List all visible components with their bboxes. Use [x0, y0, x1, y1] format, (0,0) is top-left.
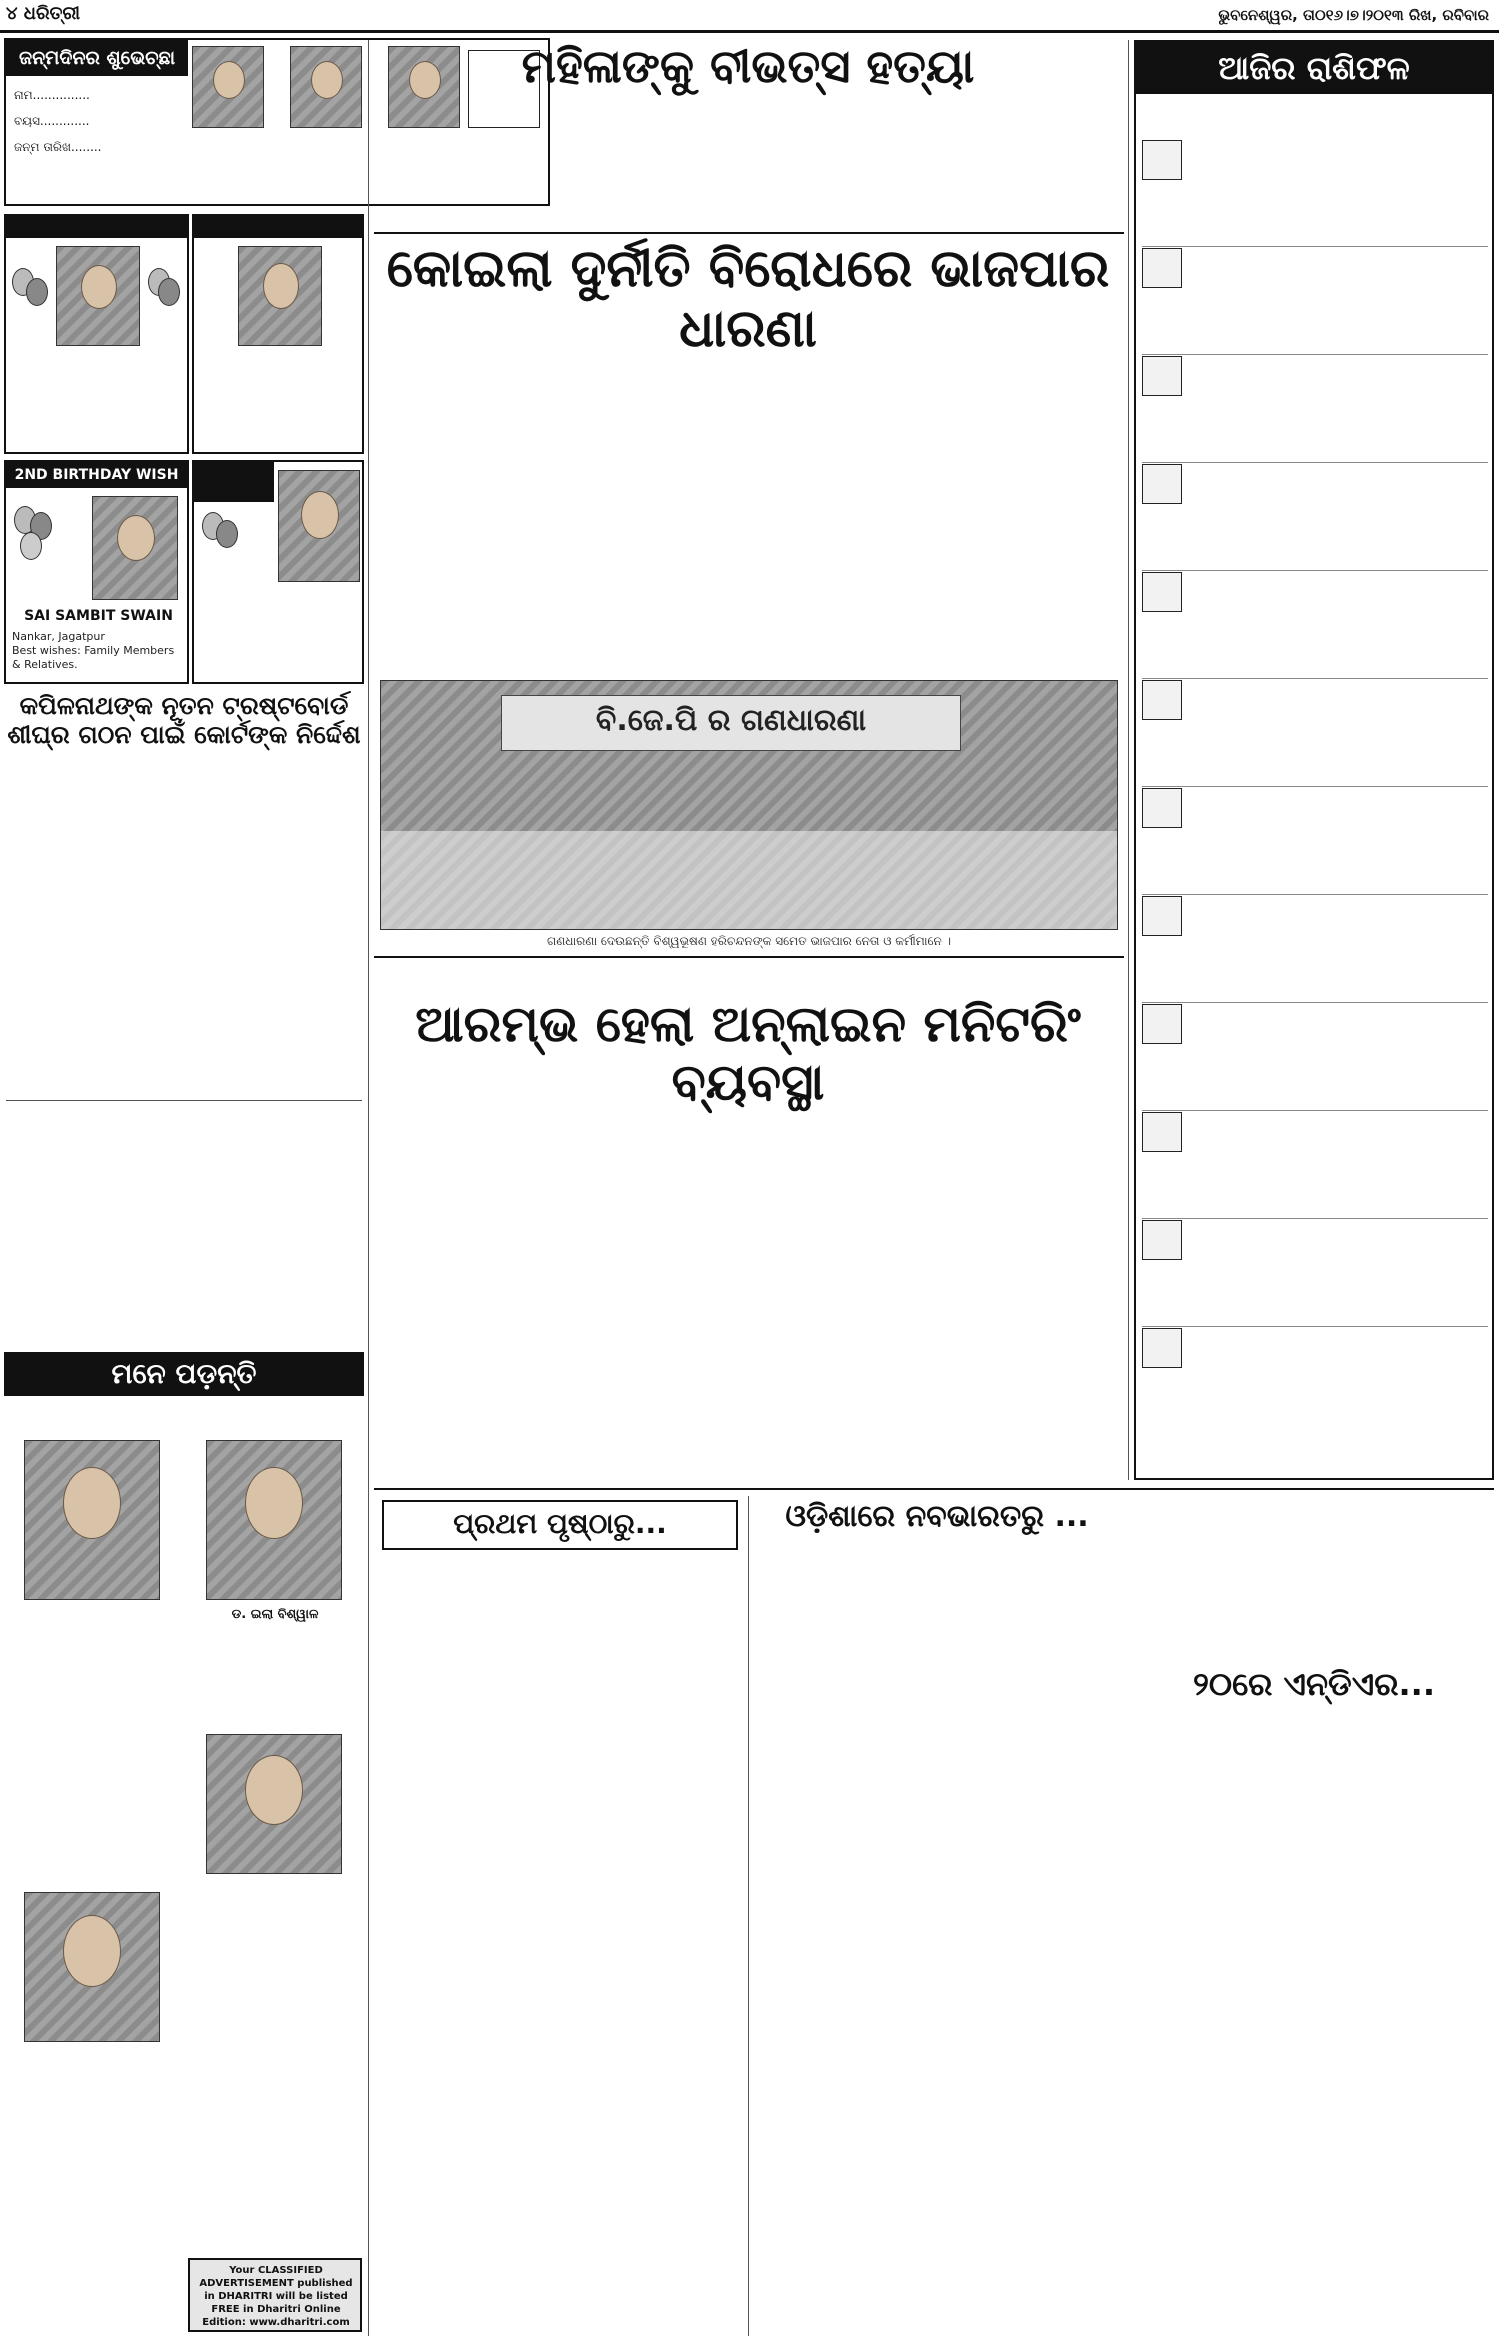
rashifal-list [1142, 140, 1488, 1440]
obituaries-title: ମନେ ପଡ଼ନ୍ତି [4, 1352, 364, 1396]
birthday-form-title: ଜନ୍ମଦିନର ଶୁଭେଚ୍ଛା [6, 40, 188, 76]
rashi-text [1188, 1238, 1488, 1322]
rashi-text [1188, 806, 1488, 890]
zodiac-sign-icon [1142, 1004, 1182, 1044]
birthday-wish [4, 214, 189, 454]
rashi-entry [1142, 356, 1488, 460]
zodiac-sign-icon [1142, 896, 1182, 936]
obituary-item [186, 1404, 364, 1704]
obituary-item [6, 1404, 180, 1864]
rashi-divider [1142, 786, 1488, 787]
front-page-continued-title: ପ୍ରଥମ ପୃଷ୍ଠାରୁ... [453, 1507, 667, 1540]
rashi-entry [1142, 140, 1488, 244]
monitoring-story-headline: ଆରମ୍ଭ ହେଲା ଅନ୍‌ଲାଇନ ମନିଟରିଂ ବ୍ୟବସ୍ଥା [415, 995, 1081, 1111]
obituary-text [186, 1630, 364, 1702]
rashi-divider [1142, 1326, 1488, 1327]
obituary-text [186, 1900, 364, 1940]
rashi-divider [1142, 354, 1488, 355]
rashi-text [1188, 482, 1488, 566]
rashi-entry [1142, 1004, 1488, 1108]
person-photo [278, 470, 360, 582]
page-label: ୪ ଧରିତ୍ରୀ [6, 3, 81, 24]
zodiac-sign-icon [1142, 1112, 1182, 1152]
rashi-divider [1142, 462, 1488, 463]
classified-ad [188, 2258, 362, 2332]
rashi-text [1188, 158, 1488, 242]
child-photo [56, 246, 140, 346]
classified-ad-text: Your CLASSIFIED ADVERTISEMENT published in DHARITRI will be listed FREE in Dharitri Online Edition: www.dharitri.com [199, 2265, 353, 2328]
birthday-wish-header [194, 216, 362, 238]
rashi-divider [1142, 1002, 1488, 1003]
rashi-text [1188, 1346, 1488, 1430]
coal-story-headline: କୋଇଲା ଦୁର୍ନୀତି ବିରୋଧରେ ଭାଜପାର ଧାରଣା [386, 239, 1110, 359]
dharna-photo-caption: ଗଣଧାରଣା ଦେଉଛନ୍ତି ବିଶ୍ୱଭୂଷଣ ହରିଚନ୍ଦନଙ୍କ ସମେତ ଭାଜପାର ନେତା ଓ କର୍ମୀମାନେ । [547, 934, 951, 948]
obituary-photo [206, 1440, 342, 1600]
monitoring-story-body-right [756, 1070, 1118, 1480]
rashi-text [1188, 698, 1488, 782]
child-photo [290, 46, 362, 128]
obituary-photo [206, 1734, 342, 1874]
rashi-text [1188, 1130, 1488, 1214]
birthday-wish [4, 460, 189, 684]
nda-story-body [1134, 1714, 1494, 2334]
zodiac-sign-icon [1142, 788, 1182, 828]
rashi-entry [1142, 1220, 1488, 1324]
rashi-divider [1142, 678, 1488, 679]
lead-story-headline: ମହିଳାଙ୍କୁ ବୀଭତ୍ସ ହତ୍ୟା [521, 39, 975, 93]
rashi-divider [1142, 570, 1488, 571]
obituary-photo [24, 1440, 160, 1600]
dharna-banner [501, 695, 961, 751]
birthday-wish-details [10, 376, 187, 452]
rashi-text [1188, 590, 1488, 674]
birthday-wish-header: 2ND BIRTHDAY WISH [6, 462, 187, 488]
temple-story-body [6, 764, 362, 1094]
coal-story-body [378, 314, 1118, 678]
rashi-entry [1142, 248, 1488, 352]
zodiac-sign-icon [1142, 140, 1182, 180]
dharna-banner-text: ବି.ଜେ.ପି ର ଗଣଧାରଣା [595, 703, 867, 738]
child-photo [192, 46, 264, 128]
rashi-entry [1142, 464, 1488, 568]
child-photo [92, 496, 178, 600]
rashi-text [1188, 1022, 1488, 1106]
zodiac-sign-icon [1142, 1328, 1182, 1368]
rashi-entry [1142, 572, 1488, 676]
birthday-wish-details [198, 376, 362, 452]
rashi-text [1188, 914, 1488, 998]
birthday-wish-details: Nankar, Jagatpur Best wishes: Family Members & Relatives. [12, 630, 175, 671]
rashi-text [1188, 374, 1488, 458]
front-page-continued-body [378, 1604, 742, 2334]
form-field-age: ବୟସ............. [14, 114, 90, 128]
rashi-text [1188, 266, 1488, 350]
obituary-item [186, 1712, 364, 1942]
rashi-entry [1142, 680, 1488, 784]
rashi-divider [1142, 1110, 1488, 1111]
obituary-text [6, 2070, 180, 2168]
birthday-wish [192, 214, 364, 454]
nda-story-body-top [1134, 1496, 1494, 1652]
lead-story-body [378, 100, 1118, 226]
form-field-dob: ଜନ୍ମ ତାରିଖ........ [14, 140, 102, 154]
zodiac-sign-icon [1142, 680, 1182, 720]
zodiac-sign-icon [1142, 248, 1182, 288]
navabharat-story-body [756, 1546, 1118, 2334]
zodiac-sign-icon [1142, 1220, 1182, 1260]
rashi-entry [1142, 1112, 1488, 1216]
birthday-wish-header [6, 216, 187, 238]
obituary-name: ଡ. ଇଲା ବିଶ୍ୱାଳ [231, 1607, 319, 1622]
dateline: ଭୁବନେଶ୍ୱର, ତା୦୧୬।୭।୨୦୧୩ ରିଖ, ରବିବାର [1218, 6, 1489, 24]
obituary-text [6, 1630, 180, 1862]
rashifal-panel [1134, 40, 1494, 1480]
rashi-entry [1142, 1328, 1488, 1432]
birthday-wish-header [194, 462, 274, 502]
rashi-entry [1142, 788, 1488, 892]
obituary-item [6, 1870, 180, 2170]
front-page-continued-box [382, 1500, 738, 1550]
birthday-wish-details [198, 612, 362, 682]
navabharat-story-headline: ଓଡ଼ିଶାରେ ନବଭାରତରୁ ... [785, 1499, 1089, 1534]
temple-story-headline: କପିଳନାଥଙ୍କ ନୂତନ ଟ୍ରଷ୍ଟବୋର୍ଡ ଶୀଘ୍ର ଗଠନ ପାଇଁ କୋର୍ଟଙ୍କ ନିର୍ଦ୍ଦେଶ [7, 691, 361, 749]
zodiac-sign-icon [1142, 572, 1182, 612]
rashi-divider [1142, 246, 1488, 247]
form-field-name: ନାମ............... [14, 88, 90, 102]
nda-story-headline: ୨୦ରେ ଏନ୍‌ଡିଏର... [1192, 1665, 1435, 1703]
zodiac-sign-icon [1142, 356, 1182, 396]
rashi-entry [1142, 896, 1488, 1000]
obituary-photo [24, 1892, 160, 2042]
rashifal-footer [1142, 1442, 1488, 1478]
rashi-divider [1142, 894, 1488, 895]
birthday-wish [192, 460, 364, 684]
dharna-photo [380, 680, 1118, 930]
birthday-wish-name: SAI SAMBIT SWAIN [24, 608, 173, 624]
zodiac-sign-icon [1142, 464, 1182, 504]
rashifal-title: ଆଜିର ରାଶିଫଳ [1136, 42, 1492, 94]
person-photo [238, 246, 322, 346]
monitoring-story-body-left [378, 1070, 740, 1480]
arrest-story-body [6, 1140, 362, 1344]
rashi-divider [1142, 1218, 1488, 1219]
